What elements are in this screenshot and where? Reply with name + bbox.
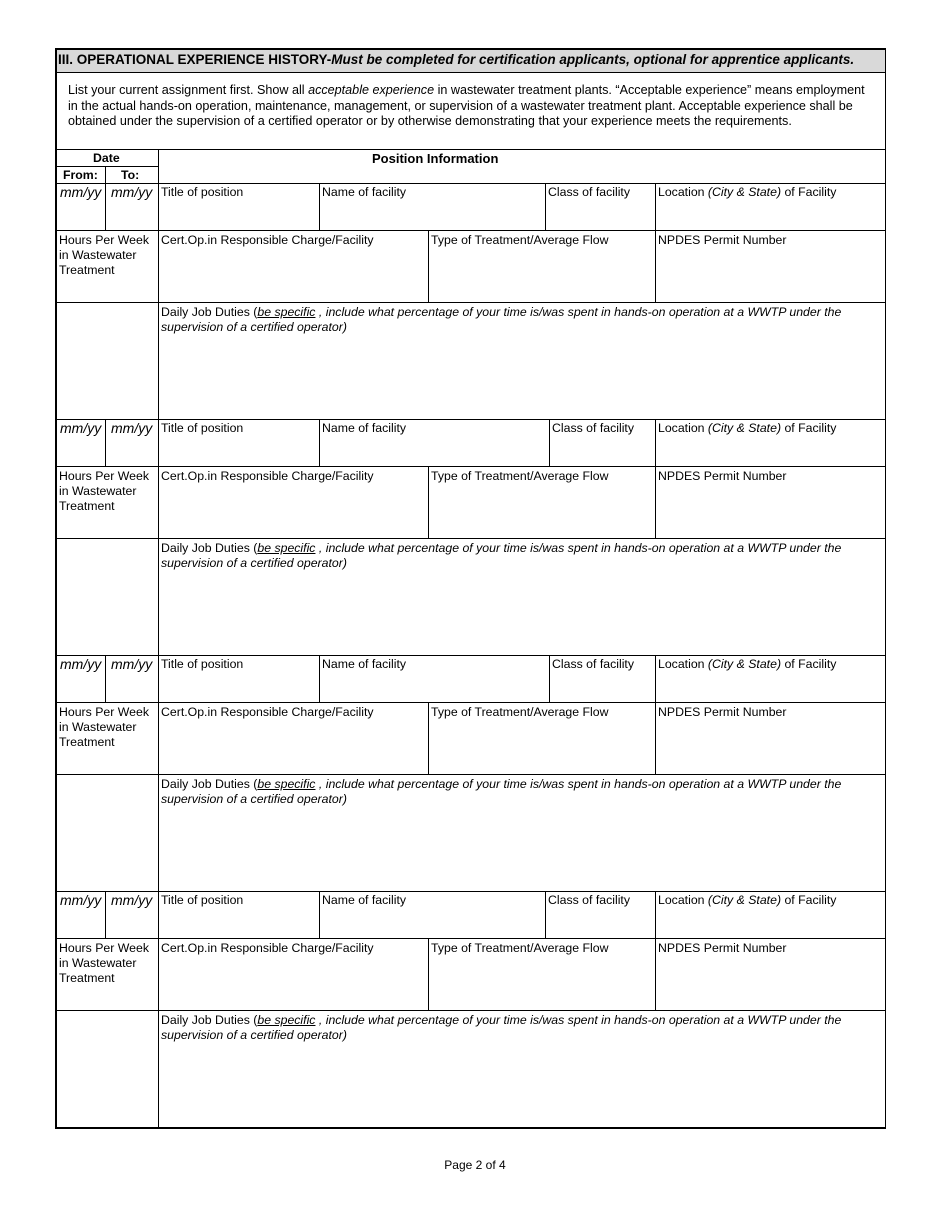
- class-of-facility-field[interactable]: Class of facility: [552, 657, 635, 671]
- title-of-position-field[interactable]: Title of position: [161, 185, 244, 199]
- to-heading: To:: [121, 168, 140, 182]
- name-of-facility-field[interactable]: Name of facility: [322, 421, 407, 435]
- from-date-field[interactable]: mm/yy: [60, 892, 102, 908]
- name-of-facility-field[interactable]: Name of facility: [322, 893, 407, 907]
- to-date-field[interactable]: mm/yy: [111, 892, 153, 908]
- to-date-field[interactable]: mm/yy: [111, 184, 153, 200]
- title-of-position-field[interactable]: Title of position: [161, 421, 244, 435]
- npdes-permit-field[interactable]: NPDES Permit Number: [658, 233, 787, 247]
- from-date-field[interactable]: mm/yy: [60, 184, 102, 200]
- date-heading: Date: [93, 151, 120, 165]
- title-of-position-field[interactable]: Title of position: [161, 893, 244, 907]
- hours-per-week-field[interactable]: Hours Per Week in Wastewater Treatment: [59, 705, 149, 749]
- cert-op-field[interactable]: Cert.Op.in Responsible Charge/Facility: [161, 233, 374, 247]
- type-of-treatment-field[interactable]: Type of Treatment/Average Flow: [431, 233, 609, 247]
- npdes-permit-field[interactable]: NPDES Permit Number: [658, 469, 787, 483]
- hours-per-week-field[interactable]: Hours Per Week in Wastewater Treatment: [59, 469, 149, 513]
- location-field[interactable]: Location (City & State) of Facility: [658, 893, 837, 907]
- hours-per-week-field[interactable]: Hours Per Week in Wastewater Treatment: [59, 941, 149, 985]
- cert-op-field[interactable]: Cert.Op.in Responsible Charge/Facility: [161, 469, 374, 483]
- class-of-facility-field[interactable]: Class of facility: [548, 185, 631, 199]
- from-date-field[interactable]: mm/yy: [60, 420, 102, 436]
- section-note: Must be completed for certification applicants, optional for apprentice applicants.: [331, 52, 855, 67]
- page-number: Page 2 of 4: [444, 1158, 506, 1172]
- title-of-position-field[interactable]: Title of position: [161, 657, 244, 671]
- cert-op-field[interactable]: Cert.Op.in Responsible Charge/Facility: [161, 705, 374, 719]
- cert-op-field[interactable]: Cert.Op.in Responsible Charge/Facility: [161, 941, 374, 955]
- to-date-field[interactable]: mm/yy: [111, 656, 153, 672]
- location-field[interactable]: Location (City & State) of Facility: [658, 185, 837, 199]
- type-of-treatment-field[interactable]: Type of Treatment/Average Flow: [431, 705, 609, 719]
- daily-job-duties-field[interactable]: Daily Job Duties (be specific , include what percentage of your time is/was spent in hands-on operation at a WWTP under the supervision of a certified operator): [161, 305, 842, 334]
- npdes-permit-field[interactable]: NPDES Permit Number: [658, 941, 787, 955]
- location-field[interactable]: Location (City & State) of Facility: [658, 657, 837, 671]
- class-of-facility-field[interactable]: Class of facility: [548, 893, 631, 907]
- from-date-field[interactable]: mm/yy: [60, 656, 102, 672]
- npdes-permit-field[interactable]: NPDES Permit Number: [658, 705, 787, 719]
- daily-job-duties-field[interactable]: Daily Job Duties (be specific , include what percentage of your time is/was spent in hands-on operation at a WWTP under the supervision of a certified operator): [161, 541, 842, 570]
- type-of-treatment-field[interactable]: Type of Treatment/Average Flow: [431, 941, 609, 955]
- instructions-paragraph: List your current assignment first. Show all acceptable experience in wastewater treatment plants. “Acceptable experience” means employment in the actual hands-on operation, maintenance, management, or supervision of a wastewater treatment plant. Acceptable experience shall be obtained under the supervision of a certified operator or by otherwise demonstrating that your experience meets the requirements.: [68, 83, 865, 128]
- from-heading: From:: [63, 168, 98, 182]
- daily-job-duties-field[interactable]: Daily Job Duties (be specific , include what percentage of your time is/was spent in hands-on operation at a WWTP under the supervision of a certified operator): [161, 1013, 842, 1042]
- name-of-facility-field[interactable]: Name of facility: [322, 185, 407, 199]
- daily-job-duties-field[interactable]: Daily Job Duties (be specific , include what percentage of your time is/was spent in hands-on operation at a WWTP under the supervision of a certified operator): [161, 777, 842, 806]
- to-date-field[interactable]: mm/yy: [111, 420, 153, 436]
- section-title: III. OPERATIONAL EXPERIENCE HISTORY-: [58, 52, 332, 67]
- section-header: [57, 50, 885, 73]
- location-field[interactable]: Location (City & State) of Facility: [658, 421, 837, 435]
- hours-per-week-field[interactable]: Hours Per Week in Wastewater Treatment: [59, 233, 149, 277]
- position-information-heading: Position Information: [372, 151, 499, 166]
- type-of-treatment-field[interactable]: Type of Treatment/Average Flow: [431, 469, 609, 483]
- class-of-facility-field[interactable]: Class of facility: [552, 421, 635, 435]
- name-of-facility-field[interactable]: Name of facility: [322, 657, 407, 671]
- operational-experience-form: [55, 48, 886, 1129]
